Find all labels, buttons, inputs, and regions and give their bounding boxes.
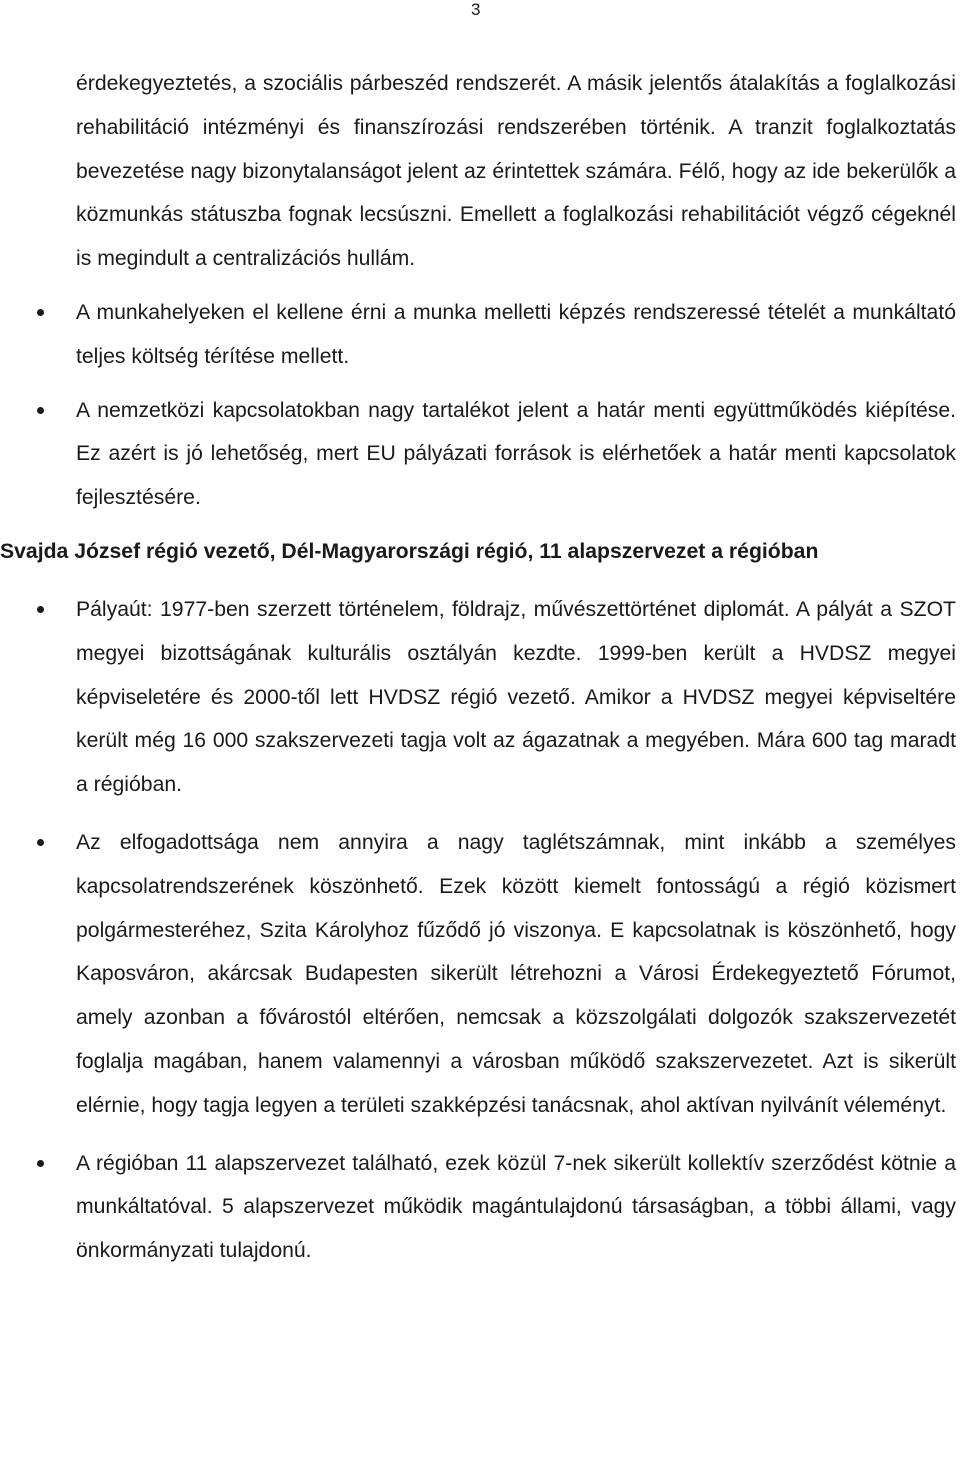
bullet-icon [37, 1160, 44, 1167]
bullet-list-bottom [0, 588, 960, 1273]
intro-paragraph: érdekegyeztetés, a szociális párbeszéd rendszerét. A másik jelentős átalakítás a foglalkozási rehabilitáció intézményi és finanszírozási rendszerében történik. A tranzit foglalkoztatás bevezetése nagy bizonytalanságot jelent az érintettek számára. Félő, hogy az ide bekerülők a közmunkás státuszba fognak lecsúszni. Emellett a foglalkozási rehabilitációt végző cégeknél is megindult a centralizációs hullám. [76, 72, 956, 271]
list-item-text: A nemzetközi kapcsolatokban nagy tartalékot jelent a határ menti együttműködés kiépítése. Ez azért is jó lehetőség, mert EU pályázati források is elérhetőek a határ menti kapcsolatok fejlesztésére. [76, 398, 956, 510]
bullet-icon [37, 606, 44, 613]
list-item [0, 588, 960, 807]
list-item-text: Az elfogadottsága nem annyira a nagy taglétszámnak, mint inkább a személyes kapcsolatrendszerének köszönhető. Ezek között kiemelt fontosságú a régió közismert polgármesteréhez, Szita Károlyhoz fűződő jó viszonya. E kapcsolatnak is köszönhető, hogy Kaposváron, akárcsak Budapesten sikerült létrehozni a Városi Érdekegyeztető Fórumot, amely azonban a fővárostól eltérően, nemcsak a közszolgálati dolgozók szakszervezetét foglalja magában, hanem valamennyi a városban működő szakszervezetet. Azt is sikerült elérnie, hogy tagja legyen a területi szakképzési tanácsnak, ahol aktívan nyilvánít véleményt. [76, 830, 956, 1117]
list-item-text: Pályaút: 1977-ben szerzett történelem, földrajz, művészettörténet diplomát. A pályát a SZOT megyei bizottságának kulturális osztályán kezdte. 1999-ben került a HVDSZ megyei képviseletére és 2000-től lett HVDSZ régió vezető. Amikor a HVDSZ megyei képviseltére került még 16 000 szakszervezeti tagja volt az ágazatnak a megyében. Mára 600 tag maradt a régióban. [76, 597, 956, 797]
list-item [0, 291, 960, 379]
document-body [0, 62, 960, 1273]
list-item-text: A munkahelyeken el kellene érni a munka melletti képzés rendszeressé tételét a munkáltató teljes költség térítése mellett. [76, 300, 956, 368]
section-heading: Svajda József régió vezető, Dél-Magyarországi régió, 11 alapszervezet a régióban [0, 539, 819, 563]
bullet-icon [37, 407, 44, 414]
list-item-text: A régióban 11 alapszervezet található, ezek közül 7-nek sikerült kollektív szerződést kötnie a munkáltatóval. 5 alapszervezet működik magántulajdonú társaságban, a többi állami, vagy önkormányzati tulajdonú. [76, 1151, 956, 1263]
list-item [0, 389, 960, 520]
page-number: 3 [471, 0, 481, 19]
bullet-list-top [0, 291, 960, 520]
bullet-icon [37, 309, 44, 316]
list-item [0, 821, 960, 1128]
list-item [0, 1142, 960, 1273]
bullet-icon [37, 839, 44, 846]
